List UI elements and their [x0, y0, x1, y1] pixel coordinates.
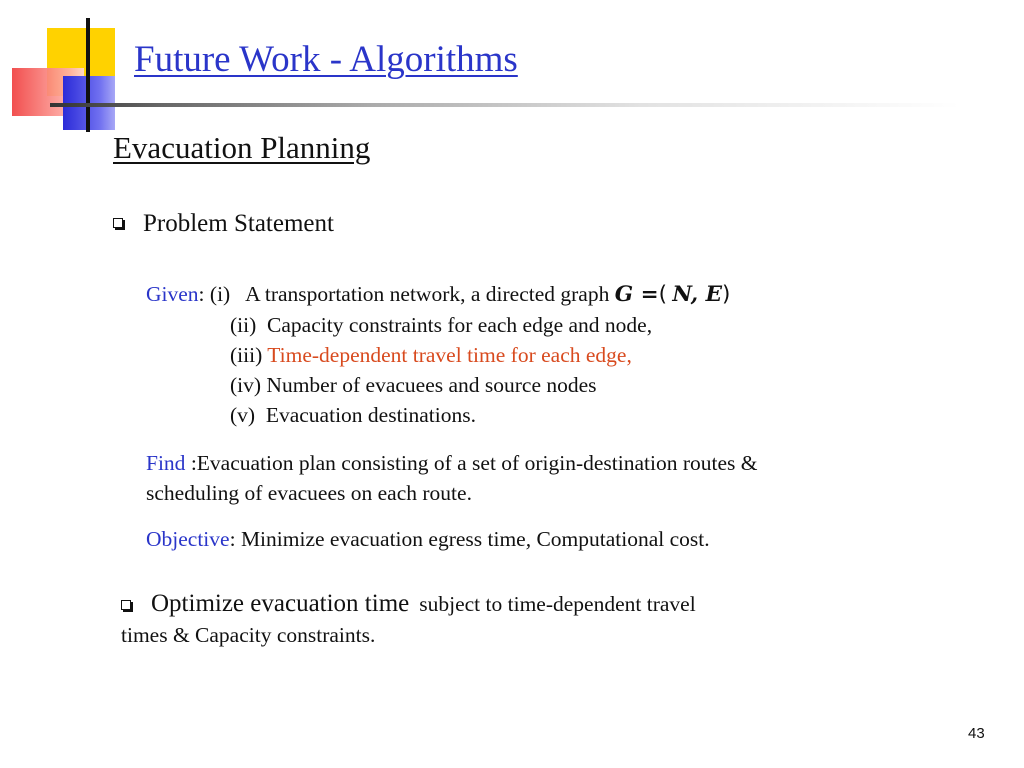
given-label: Given [146, 282, 199, 306]
given-item-num: (i) [209, 282, 231, 306]
math-nodes-edges: N, E [672, 282, 723, 307]
given-item-3 [230, 343, 632, 368]
problem-statement-bullet [113, 210, 334, 238]
given-item-text-highlight: Time-dependent travel time for each edge, [267, 343, 632, 367]
find-text: Evacuation plan consisting of a set of origin-destination routes & [196, 451, 758, 475]
objective-label: Objective [146, 527, 230, 551]
square-bullet-icon [113, 218, 123, 228]
given-item-text: Evacuation destinations. [265, 403, 476, 427]
given-item-text: A transportation network, a directed graph [245, 282, 610, 306]
given-item-1 [146, 282, 730, 307]
given-item-num: (ii) [230, 313, 257, 337]
given-item-num: (v) [230, 403, 256, 427]
decor-horizontal-line [50, 103, 960, 107]
section-heading: Evacuation Planning [113, 130, 371, 165]
objective-line [146, 527, 710, 552]
optimize-line-2 [121, 623, 375, 648]
optimize-subtext: subject to time-dependent travel [419, 592, 696, 616]
find-line-2 [146, 481, 472, 506]
given-item-num: (iv) [230, 373, 262, 397]
objective-comma: , [525, 527, 532, 551]
math-graph: G = [614, 282, 659, 307]
optimize-bullet [121, 590, 696, 618]
given-item-2 [230, 313, 652, 338]
find-text-continued: scheduling of evacuees on each route. [146, 481, 472, 505]
objective-colon: : [229, 527, 236, 551]
square-bullet-icon [121, 600, 131, 610]
math-close-paren: ) [722, 282, 731, 307]
optimize-subtext-continued: times & Capacity constraints. [121, 623, 376, 647]
page-number: 43 [968, 725, 985, 742]
objective-text: Minimize evacuation egress time [240, 527, 526, 551]
given-item-num: (iii) [230, 343, 263, 367]
math-open-paren: ( [658, 282, 667, 307]
find-colon: : [190, 451, 197, 475]
given-colon: : [198, 282, 205, 306]
find-line-1 [146, 451, 757, 476]
find-label: Find [146, 451, 186, 475]
objective-text-2: Computational cost. [531, 527, 710, 551]
given-item-4 [230, 373, 597, 398]
given-item-text: Capacity constraints for each edge and node, [267, 313, 653, 337]
optimize-heading: Optimize evacuation time [151, 590, 410, 617]
slide-title: Future Work - Algorithms [134, 39, 518, 80]
given-item-text: Number of evacuees and source nodes [266, 373, 597, 397]
decor-vertical-line [86, 18, 90, 132]
given-item-5 [230, 403, 476, 428]
problem-statement-label: Problem Statement [143, 210, 334, 237]
